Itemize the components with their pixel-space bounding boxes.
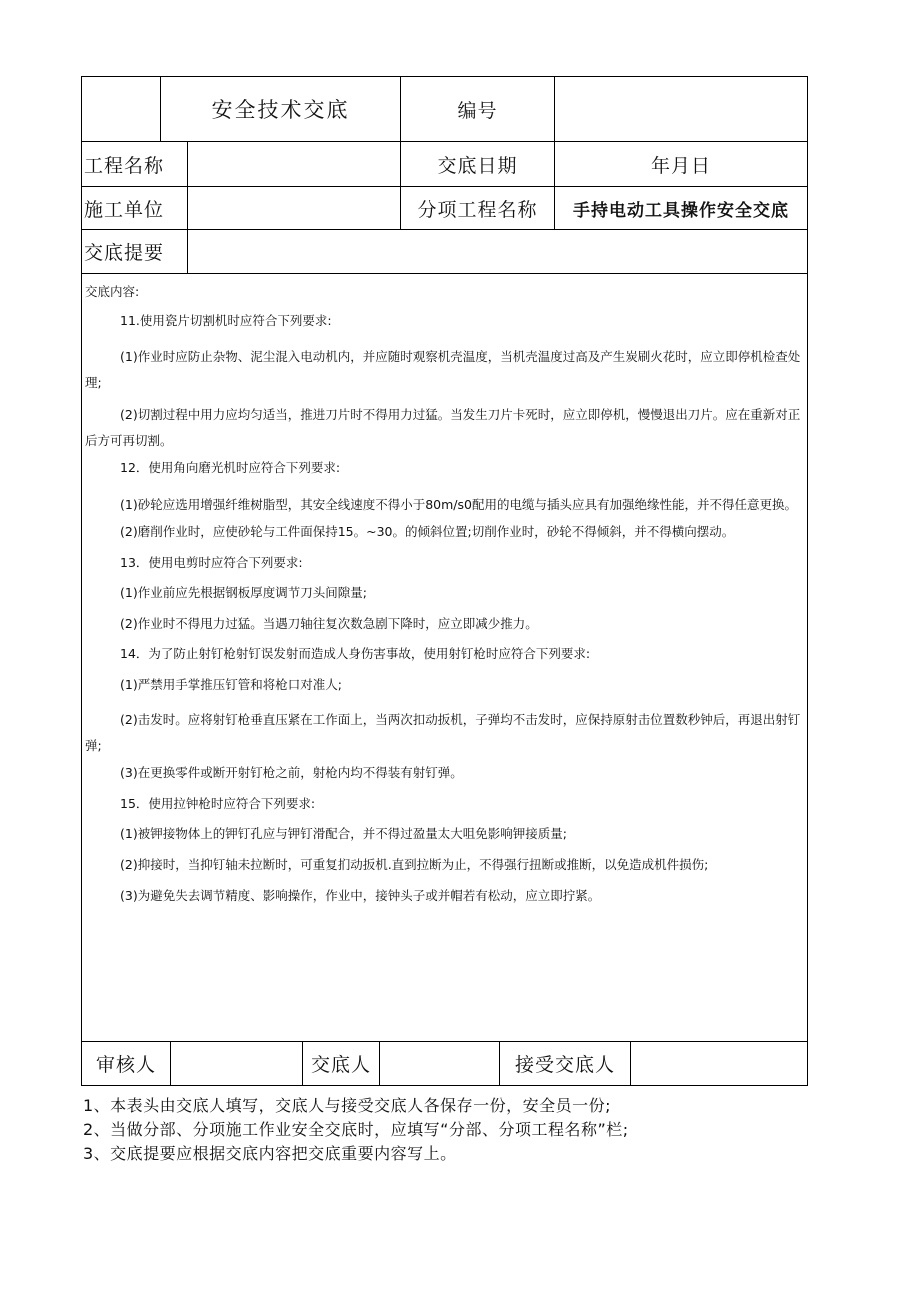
content-paragraph: 15．使用拉钟枪时应符合下列要求: bbox=[120, 796, 316, 811]
content-paragraph: (2)抑接时，当抑钉轴未拉断时，可重复扪动扳机.直到拉断为止，不得强行扭断或推断，以免造成机件损伤; bbox=[120, 857, 709, 872]
table-bottom-border bbox=[81, 1085, 808, 1086]
row-divider bbox=[81, 273, 808, 274]
content-paragraph: 12．使用角向磨光机时应符合下列要求: bbox=[120, 460, 341, 475]
table-left-border bbox=[81, 76, 82, 1086]
table-right-border bbox=[807, 76, 808, 1086]
construction-unit-field[interactable] bbox=[188, 187, 400, 229]
reviewer-field[interactable] bbox=[171, 1042, 302, 1085]
sub-project-label: 分项工程名称 bbox=[417, 198, 538, 221]
content-paragraph: (1)砂轮应选用增强纤维树脂型，其安全线速度不得小于80m/s0配用的电缆与插头应具有加强绝缘性能，并不得任意更换。 bbox=[120, 497, 797, 512]
summary-label: 交底提要 bbox=[84, 242, 165, 264]
content-paragraph: (2)作业时不得甩力过猛。当遇刀轴往复次数急剧下降时，应立即减少推力。 bbox=[120, 616, 538, 631]
note-item: 2、当做分部、分项施工作业安全交底时，应填写“分部、分项工程名称”栏; bbox=[83, 1120, 629, 1139]
sub-project-field[interactable]: 手持电动工具操作安全交底 bbox=[573, 200, 789, 221]
receiver-field[interactable] bbox=[631, 1042, 807, 1085]
content-paragraph: 13．使用电剪时应符合下列要求: bbox=[120, 555, 303, 570]
discloser-label: 交底人 bbox=[310, 1054, 371, 1076]
content-paragraph: (3)在更换零件或断开射钉枪之前，射枪内均不得装有射钉弹。 bbox=[120, 765, 463, 780]
project-name-field[interactable] bbox=[188, 142, 400, 186]
content-paragraph: 11.使用瓷片切割机时应符合下列要求: bbox=[120, 313, 332, 328]
number-label: 编号 bbox=[457, 99, 498, 122]
reviewer-label: 审核人 bbox=[95, 1054, 156, 1076]
construction-unit-label: 施工单位 bbox=[84, 198, 165, 221]
content-paragraph: (1)作业时应防止杂物、泥尘混入电动机内，并应随时观察机壳温度，当机壳温度过高及产生炭刷火花时，应立即停机检查处理; bbox=[85, 349, 801, 390]
summary-field[interactable] bbox=[188, 230, 807, 273]
content-paragraph: (2)击发时。应将射钉枪垂直压紧在工作面上，当两次扣动扳机，子弹均不击发时，应保持原射击位置数秒钟后，再退出射钉弹; bbox=[85, 712, 801, 753]
content-paragraph: (3)为避免失去调节精度、影响操作，作业中，接钟头子或并帽若有松动，应立即拧紧。 bbox=[120, 888, 601, 903]
date-label: 交底日期 bbox=[437, 154, 518, 177]
content-paragraph: (1)作业前应先根据钢板厚度调节刀头间隙量; bbox=[120, 585, 367, 600]
disclosure-content bbox=[85, 284, 803, 904]
receiver-label: 接受交底人 bbox=[514, 1054, 615, 1076]
date-field[interactable]: 年月日 bbox=[650, 154, 711, 177]
document-title: 安全技术交底 bbox=[211, 98, 350, 122]
content-paragraph: 14．为了防止射钉枪射钉误发射而造成人身伤害事故，使用射钉枪时应符合下列要求: bbox=[120, 646, 591, 661]
content-paragraph: (2)切割过程中用力应均匀适当，推进刀片时不得用力过猛。当发生刀片卡死时，应立即停机，慢慢退出刀片。应在重新对正后方可再切割。 bbox=[85, 407, 801, 448]
note-item: 1、本表头由交底人填写，交底人与接受交底人各保存一份，安全员一份; bbox=[83, 1096, 612, 1115]
content-paragraph: (2)磨削作业时，应使砂轮与工件面保持15。~30。的倾斜位置;切削作业时，砂轮不得倾斜，并不得横向摆动。 bbox=[120, 524, 735, 539]
content-heading: 交底内容: bbox=[85, 284, 140, 299]
number-field[interactable] bbox=[555, 77, 807, 141]
content-paragraph: (1)被钾接物体上的钾钉孔应与钾钉滑配合，并不得过盈量太大咀免影响钾接质量; bbox=[120, 826, 567, 841]
project-name-label: 工程名称 bbox=[84, 154, 165, 177]
note-item: 3、交底提要应根据交底内容把交底重要内容写上。 bbox=[83, 1144, 457, 1163]
discloser-field[interactable] bbox=[380, 1042, 499, 1085]
content-paragraph: (1)严禁用手掌推压钉管和将枪口对准人; bbox=[120, 677, 342, 692]
